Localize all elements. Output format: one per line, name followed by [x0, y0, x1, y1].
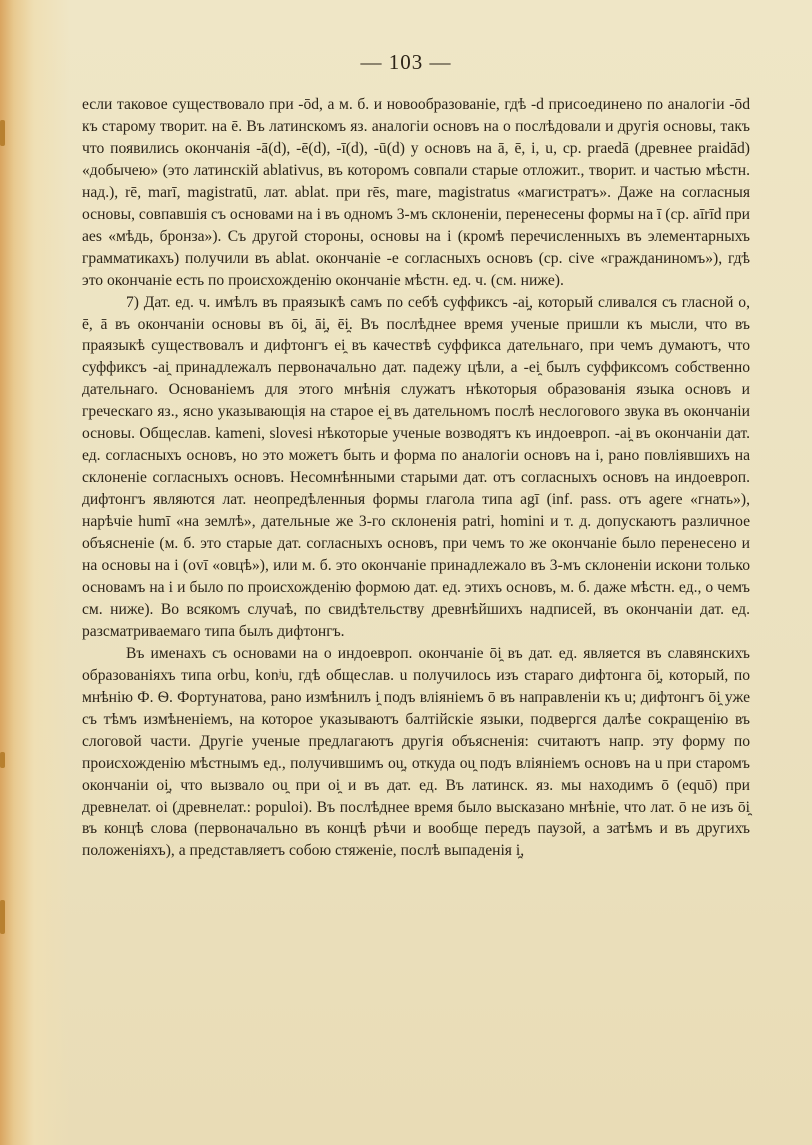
body-text [82, 94, 750, 862]
paragraph-o-stems: Въ именахъ съ основами на o индоевроп. окончаніе ōi̯ въ дат. ед. является въ славянскихъ образованіяхъ типа orbu, konʲu, гдѣ общеслав. u получилось изъ стараго дифтонга ōi̯, который, по мнѣнію Ф. Ѳ. Фортунатова, рано измѣнилъ i̯ подъ вліяніемъ ō въ направленіи къ u; дифтонгъ ōi̯ уже съ тѣмъ измѣненіемъ, на которое указываютъ балтійскіе языки, подвергся далѣе сокращенію въ слоговой части. Другіе ученые предлагаютъ другія объясненія: считаютъ напр. эту форму по происхожденію мѣстнымъ ед., получившимъ ou̯, откуда ou̯ подъ вліяніемъ основъ на u при старомъ окончаніи oi̯, что вызвало ou̯ при oi̯ и въ дат. ед. Въ латинск. яз. мы находимъ ō (equō) при древнелат. oi (древнелат.: populoi). Въ послѣднее время было высказано мнѣніе, что лат. ō не изъ ōi̯ въ концѣ слова (первоначально въ концѣ рѣчи и вообще передъ паузой, а затѣмъ и въ другихъ положеніяхъ), а представляетъ собою стяженіе, послѣ выпаденія i̯, [82, 644, 750, 860]
page-edge-stain [0, 120, 5, 146]
paragraph-continuation: если таковое существовало при -ōd, а м. б. и новообразованіе, гдѣ -d присоединено по аналогіи -ōd къ старому творит. на ē. Въ латинскомъ яз. аналогіи основъ на о послѣдовали и другія основы, такъ что появились окончанія -ā(d), -ē(d), -ī(d), -ū(d) у основъ на ā, ē, i, u, ср. praedā (древнее praidād) «добычею» (это латинскій ablativus, въ которомъ совпали старые отложит., творит. и частью мѣстн. над.), rē, marī, magistratū, лат. ablat. при rēs, mare, magistratus «магистратъ». Даже на согласныя основы, совпавшія съ основами на i въ одномъ 3-мъ склоненіи, перенесены формы на ī (ср. aīrīd при aes «мѣдь, бронза»). Съ другой стороны, основы на i (кромѣ перечисленныхъ въ элементарныхъ грамматикахъ) получили въ ablat. окончаніе -e согласныхъ основъ (ср. cive «гражданиномъ»), гдѣ это окончаніе есть по происхожденію окончаніе мѣстн. ед. ч. (см. ниже). [82, 96, 750, 289]
page-edge-stain [0, 752, 5, 768]
page-edge-stain [0, 900, 5, 934]
page-number: — 103 — [360, 50, 452, 74]
paragraph-dative-singular: 7) Дат. ед. ч. имѣлъ въ праязыкѣ самъ по себѣ суффиксъ -ai̯, который сливался съ гласной o, ē, ā въ окончаніи основы въ ōi̯, āi̯, ēi̯. Въ послѣднее время ученые пришли къ мысли, что въ праязыкѣ существовалъ и дифтонгъ ei̯ въ качествѣ суффикса дательнаго, при чемъ думаютъ, что суффиксъ -ai̯ принадлежалъ первоначально дат. падежу цѣли, а -ei̯ былъ суффиксомъ собственно дательнаго. Основаніемъ для этого мнѣнія служатъ нѣкоторыя образованія языка основъ и греческаго яз., ясно указывающія на старое ei̯ въ дательномъ послѣ неслогового звука въ окончаніи основы. Общеслав. kameni, slovesi нѣкоторые ученые возводятъ къ индоевроп. -ai̯ въ окончаніи дат. ед. согласныхъ основъ, но это можетъ быть и форма по аналогіи основъ на i, рано повліявшихъ на склоненіе согласныхъ основъ. Несомнѣнными старыми дат. отъ согласныхъ основъ на индоевроп. дифтонгъ являются лат. неопредѣленныя формы глагола типа agī (inf. pass. отъ agere «гнать»), нарѣчіе humī «на землѣ», дательные же 3-го склоненія patri, homini и т. д. допускаютъ различное объясненіе (м. б. это старые дат. согласныхъ основъ, при чемъ то же окончаніе было перенесено и на основы на i (ovī «овцѣ»), или м. б. это окончаніе принадлежало въ 3-мъ склоненіи искони только основамъ на i и было по происхожденію формою дат. ед. этихъ основъ, м. б. даже мѣстн. ед., о чемъ см. ниже). Во всякомъ случаѣ, по свидѣтельству древнѣйшихъ надписей, въ окончаніи дат. ед. разсматриваемаго типа былъ дифтонгъ. [82, 293, 750, 640]
